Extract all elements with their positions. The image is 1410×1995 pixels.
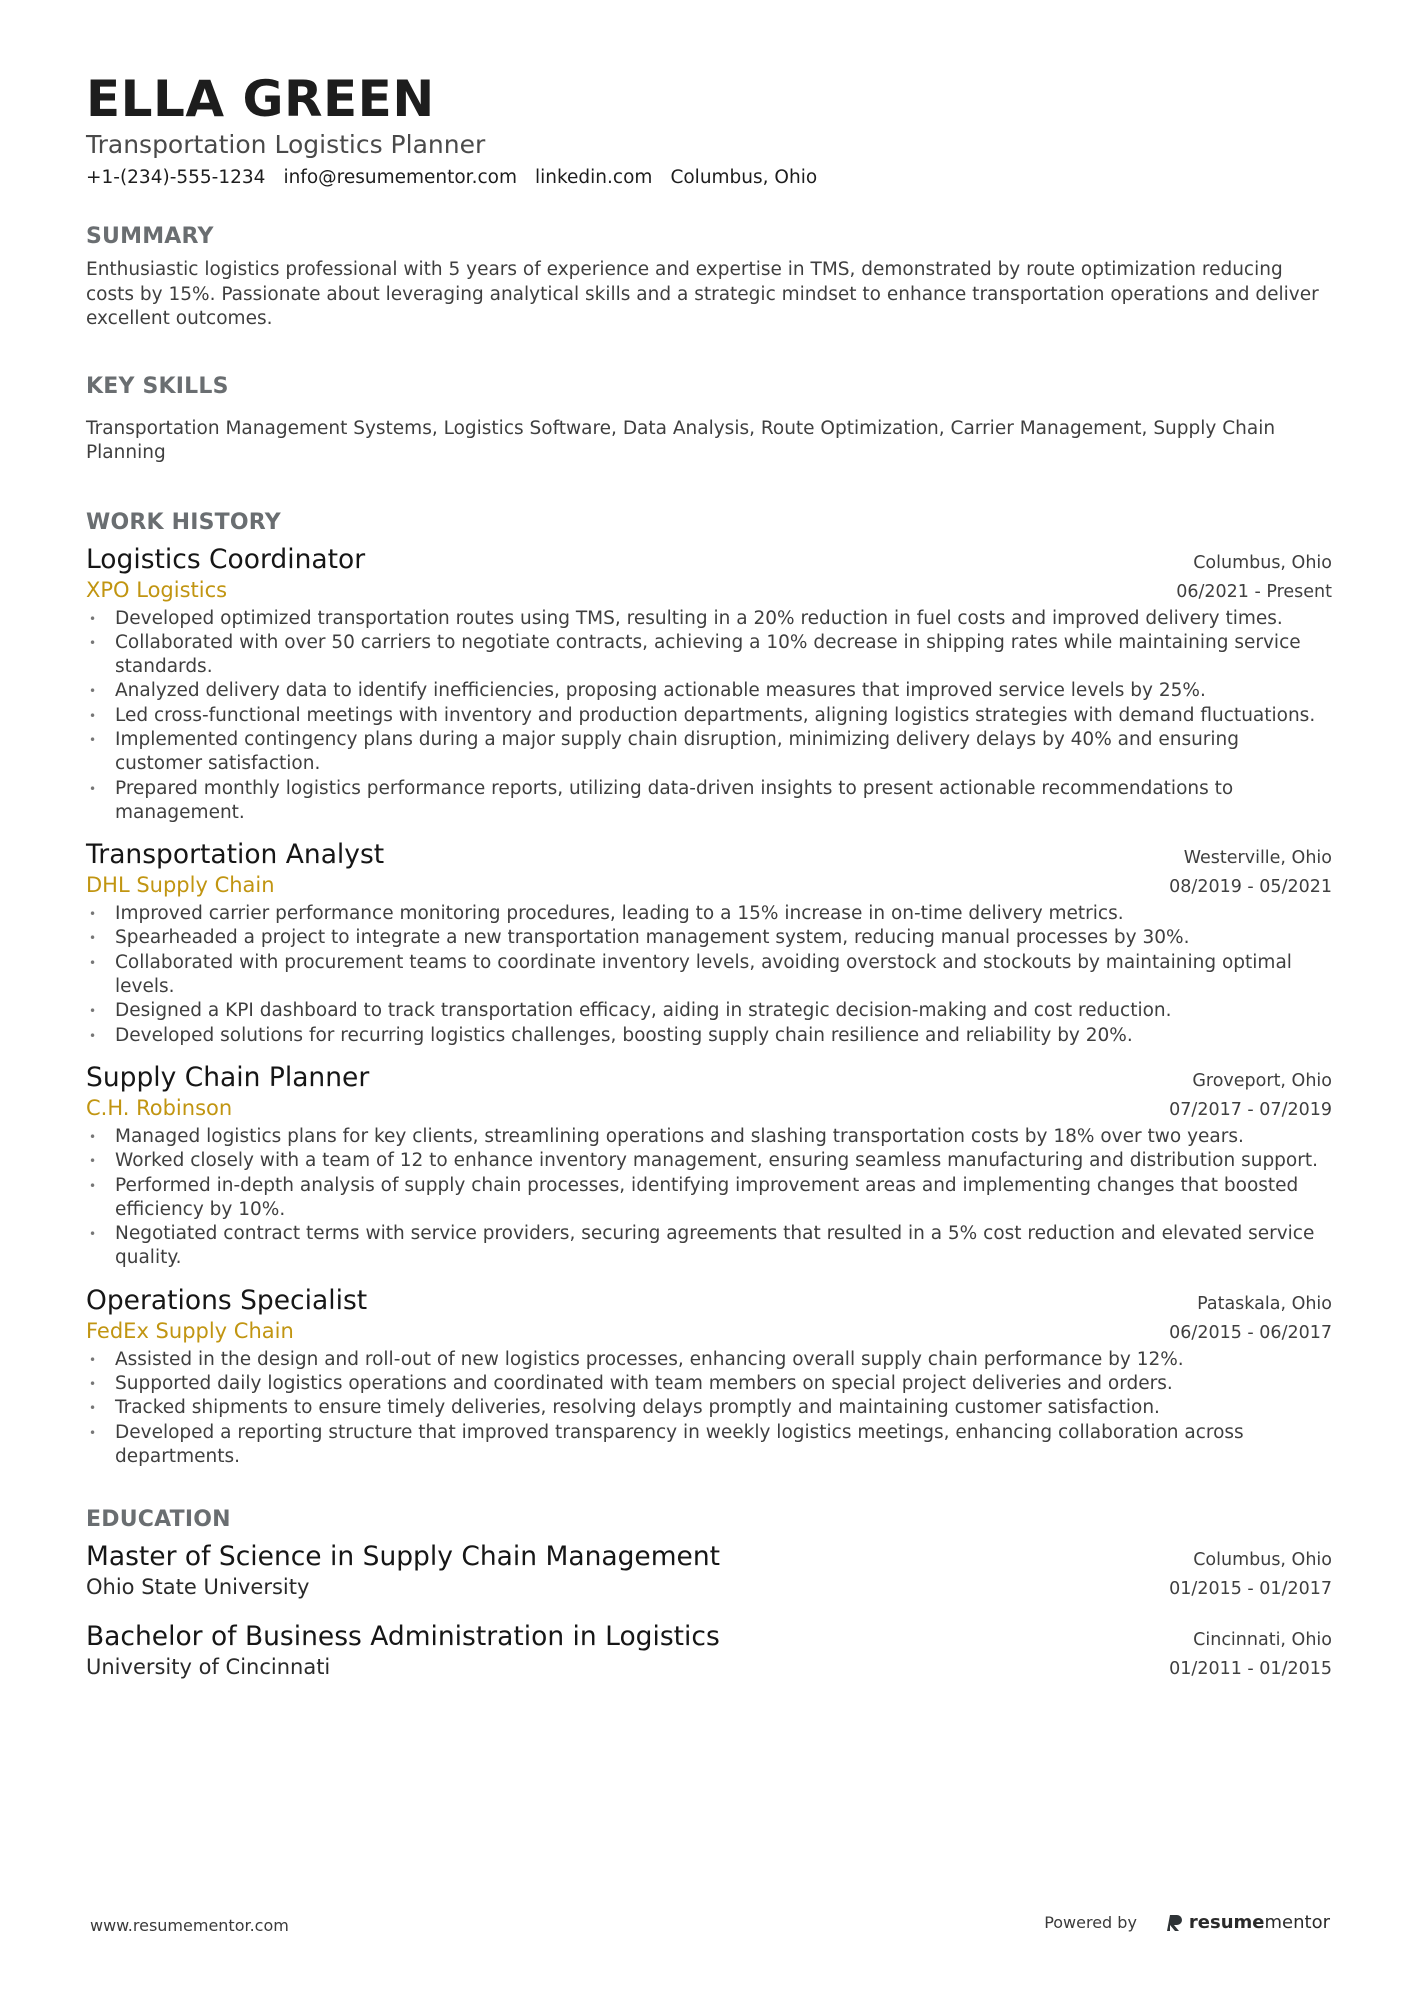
contact-line: [86, 166, 1332, 190]
work-heading: WORK HISTORY: [86, 509, 281, 535]
job-bullet: • Collaborated with procurement teams to coordinate inventory levels, avoiding overstock and stockouts by maintaining optimal levels.: [86, 951, 1332, 1000]
job-bullet: • Negotiated contract terms with service providers, securing agreements that resulted in a 5% cost reduction and elevated service quality.: [86, 1222, 1332, 1271]
job-dates: 08/2019 - 05/2021: [1169, 877, 1332, 898]
job-bullet: • Performed in-depth analysis of supply chain processes, identifying improvement areas and implementing changes that boosted efficiency by 10%.: [86, 1174, 1332, 1223]
job-company: DHL Supply Chain: [86, 873, 275, 898]
resumementor-logo-icon: [1167, 1914, 1183, 1932]
summary-heading: SUMMARY: [86, 224, 214, 249]
job-title: Supply Chain Planner: [86, 1061, 370, 1093]
education-location: Columbus, Ohio: [1193, 1550, 1332, 1571]
job-entry: [86, 1062, 1332, 1271]
skills-section: [86, 374, 1332, 466]
job-title: Operations Specialist: [86, 1284, 368, 1316]
work-section: [86, 510, 1332, 1470]
summary-section: [86, 224, 1332, 332]
job-bullet: • Worked closely with a team of 12 to enhance inventory management, ensuring seamless manufacturing and distribution support.: [86, 1149, 1332, 1173]
candidate-title: Transportation Logistics Planner: [86, 130, 486, 159]
skills-heading: KEY SKILLS: [86, 373, 229, 399]
job-bullet: • Developed solutions for recurring logistics challenges, boosting supply chain resilience and reliability by 20%.: [86, 1024, 1332, 1048]
contact-linkedin: linkedin.com: [534, 167, 653, 188]
job-bullet: • Collaborated with over 50 carriers to negotiate contracts, achieving a 10% decrease in shipping rates while maintaining service standards.: [86, 631, 1332, 680]
contact-location: Columbus, Ohio: [670, 167, 818, 188]
job-location: Pataskala, Ohio: [1197, 1293, 1332, 1314]
school-name: University of Cincinnati: [86, 1655, 331, 1680]
contact-phone: +1-(234)-555-1234: [86, 167, 266, 188]
job-bullets: [86, 607, 1332, 826]
job-location: Columbus, Ohio: [1193, 552, 1332, 573]
footer-branding: [1044, 1912, 1330, 1933]
job-bullets: [86, 902, 1332, 1048]
job-company: FedEx Supply Chain: [86, 1318, 294, 1343]
job-title: Logistics Coordinator: [86, 543, 366, 575]
skills-text: Transportation Management Systems, Logistics Software, Data Analysis, Route Optimization, Carrier Management, Supply Chain Planning: [86, 417, 1276, 463]
job-bullet: • Analyzed delivery data to identify inefficiencies, proposing actionable measures that improved service levels by 25%.: [86, 679, 1332, 703]
job-bullet: • Implemented contingency plans during a major supply chain disruption, minimizing delivery delays by 40% and ensuring customer satisfaction.: [86, 728, 1332, 777]
powered-by-label: Powered by: [1044, 1913, 1137, 1932]
job-bullet: • Developed a reporting structure that improved transparency in weekly logistics meetings, enhancing collaboration across departments.: [86, 1421, 1332, 1470]
job-bullet: • Spearheaded a project to integrate a new transportation management system, reducing manual processes by 30%.: [86, 926, 1332, 950]
degree-title: Master of Science in Supply Chain Management: [86, 1541, 721, 1573]
footer-website-link[interactable]: www.resumementor.com: [90, 1916, 289, 1935]
job-entry: [86, 1285, 1332, 1469]
degree-title: Bachelor of Business Administration in Logistics: [86, 1621, 720, 1653]
job-bullet: • Prepared monthly logistics performance reports, utilizing data-driven insights to present actionable recommendations to management.: [86, 777, 1332, 826]
job-location: Groveport, Ohio: [1192, 1070, 1332, 1091]
brand-name-rest: mentor: [1264, 1912, 1330, 1933]
job-bullet: • Assisted in the design and roll-out of new logistics processes, enhancing overall supply chain performance by 12%.: [86, 1348, 1332, 1372]
job-company: XPO Logistics: [86, 577, 228, 602]
job-bullet: • Supported daily logistics operations and coordinated with team members on special project deliveries and orders.: [86, 1372, 1332, 1396]
job-entry: [86, 544, 1332, 826]
job-bullet: • Designed a KPI dashboard to track transportation efficacy, aiding in strategic decision-making and cost reduction.: [86, 999, 1332, 1023]
brand-name-bold: resume: [1188, 1912, 1265, 1933]
job-dates: 06/2021 - Present: [1176, 581, 1332, 602]
job-bullet: • Improved carrier performance monitoring procedures, leading to a 15% increase in on-time delivery metrics.: [86, 902, 1332, 926]
school-name: Ohio State University: [86, 1575, 310, 1600]
brand-logo[interactable]: [1167, 1912, 1330, 1933]
job-bullet: • Led cross-functional meetings with inventory and production departments, aligning logistics strategies with demand fluctuations.: [86, 704, 1332, 728]
education-dates: 01/2011 - 01/2015: [1169, 1659, 1332, 1680]
education-entry: [86, 1621, 1332, 1681]
job-company: C.H. Robinson: [86, 1095, 233, 1120]
education-dates: 01/2015 - 01/2017: [1169, 1579, 1332, 1600]
job-title: Transportation Analyst: [86, 839, 385, 871]
summary-text: Enthusiastic logistics professional with 5 years of experience and expertise in TMS, demonstrated by route optimization reducing costs by 15%. Passionate about leveraging analytical skills and a strategic mindset to enhance transportation operations and deliver excellent outcomes.: [86, 259, 1319, 329]
job-dates: 07/2017 - 07/2019: [1169, 1099, 1332, 1120]
job-bullet: • Tracked shipments to ensure timely deliveries, resolving delays promptly and maintaining customer satisfaction.: [86, 1396, 1332, 1420]
job-dates: 06/2015 - 06/2017: [1169, 1322, 1332, 1343]
education-entry: [86, 1541, 1332, 1601]
education-location: Cincinnati, Ohio: [1193, 1630, 1332, 1651]
job-bullet: • Managed logistics plans for key clients, streamlining operations and slashing transportation costs by 18% over two years.: [86, 1125, 1332, 1149]
education-section: [86, 1507, 1332, 1681]
education-heading: EDUCATION: [86, 1507, 231, 1533]
job-bullets: [86, 1125, 1332, 1271]
job-entry: [86, 839, 1332, 1048]
candidate-name: ELLA GREEN: [86, 70, 435, 128]
contact-email: info@resumementor.com: [283, 167, 517, 188]
job-bullet: • Developed optimized transportation routes using TMS, resulting in a 20% reduction in fuel costs and improved delivery times.: [86, 607, 1332, 631]
job-bullets: [86, 1348, 1332, 1469]
resume-page: [86, 68, 1332, 1681]
job-location: Westerville, Ohio: [1183, 848, 1332, 869]
